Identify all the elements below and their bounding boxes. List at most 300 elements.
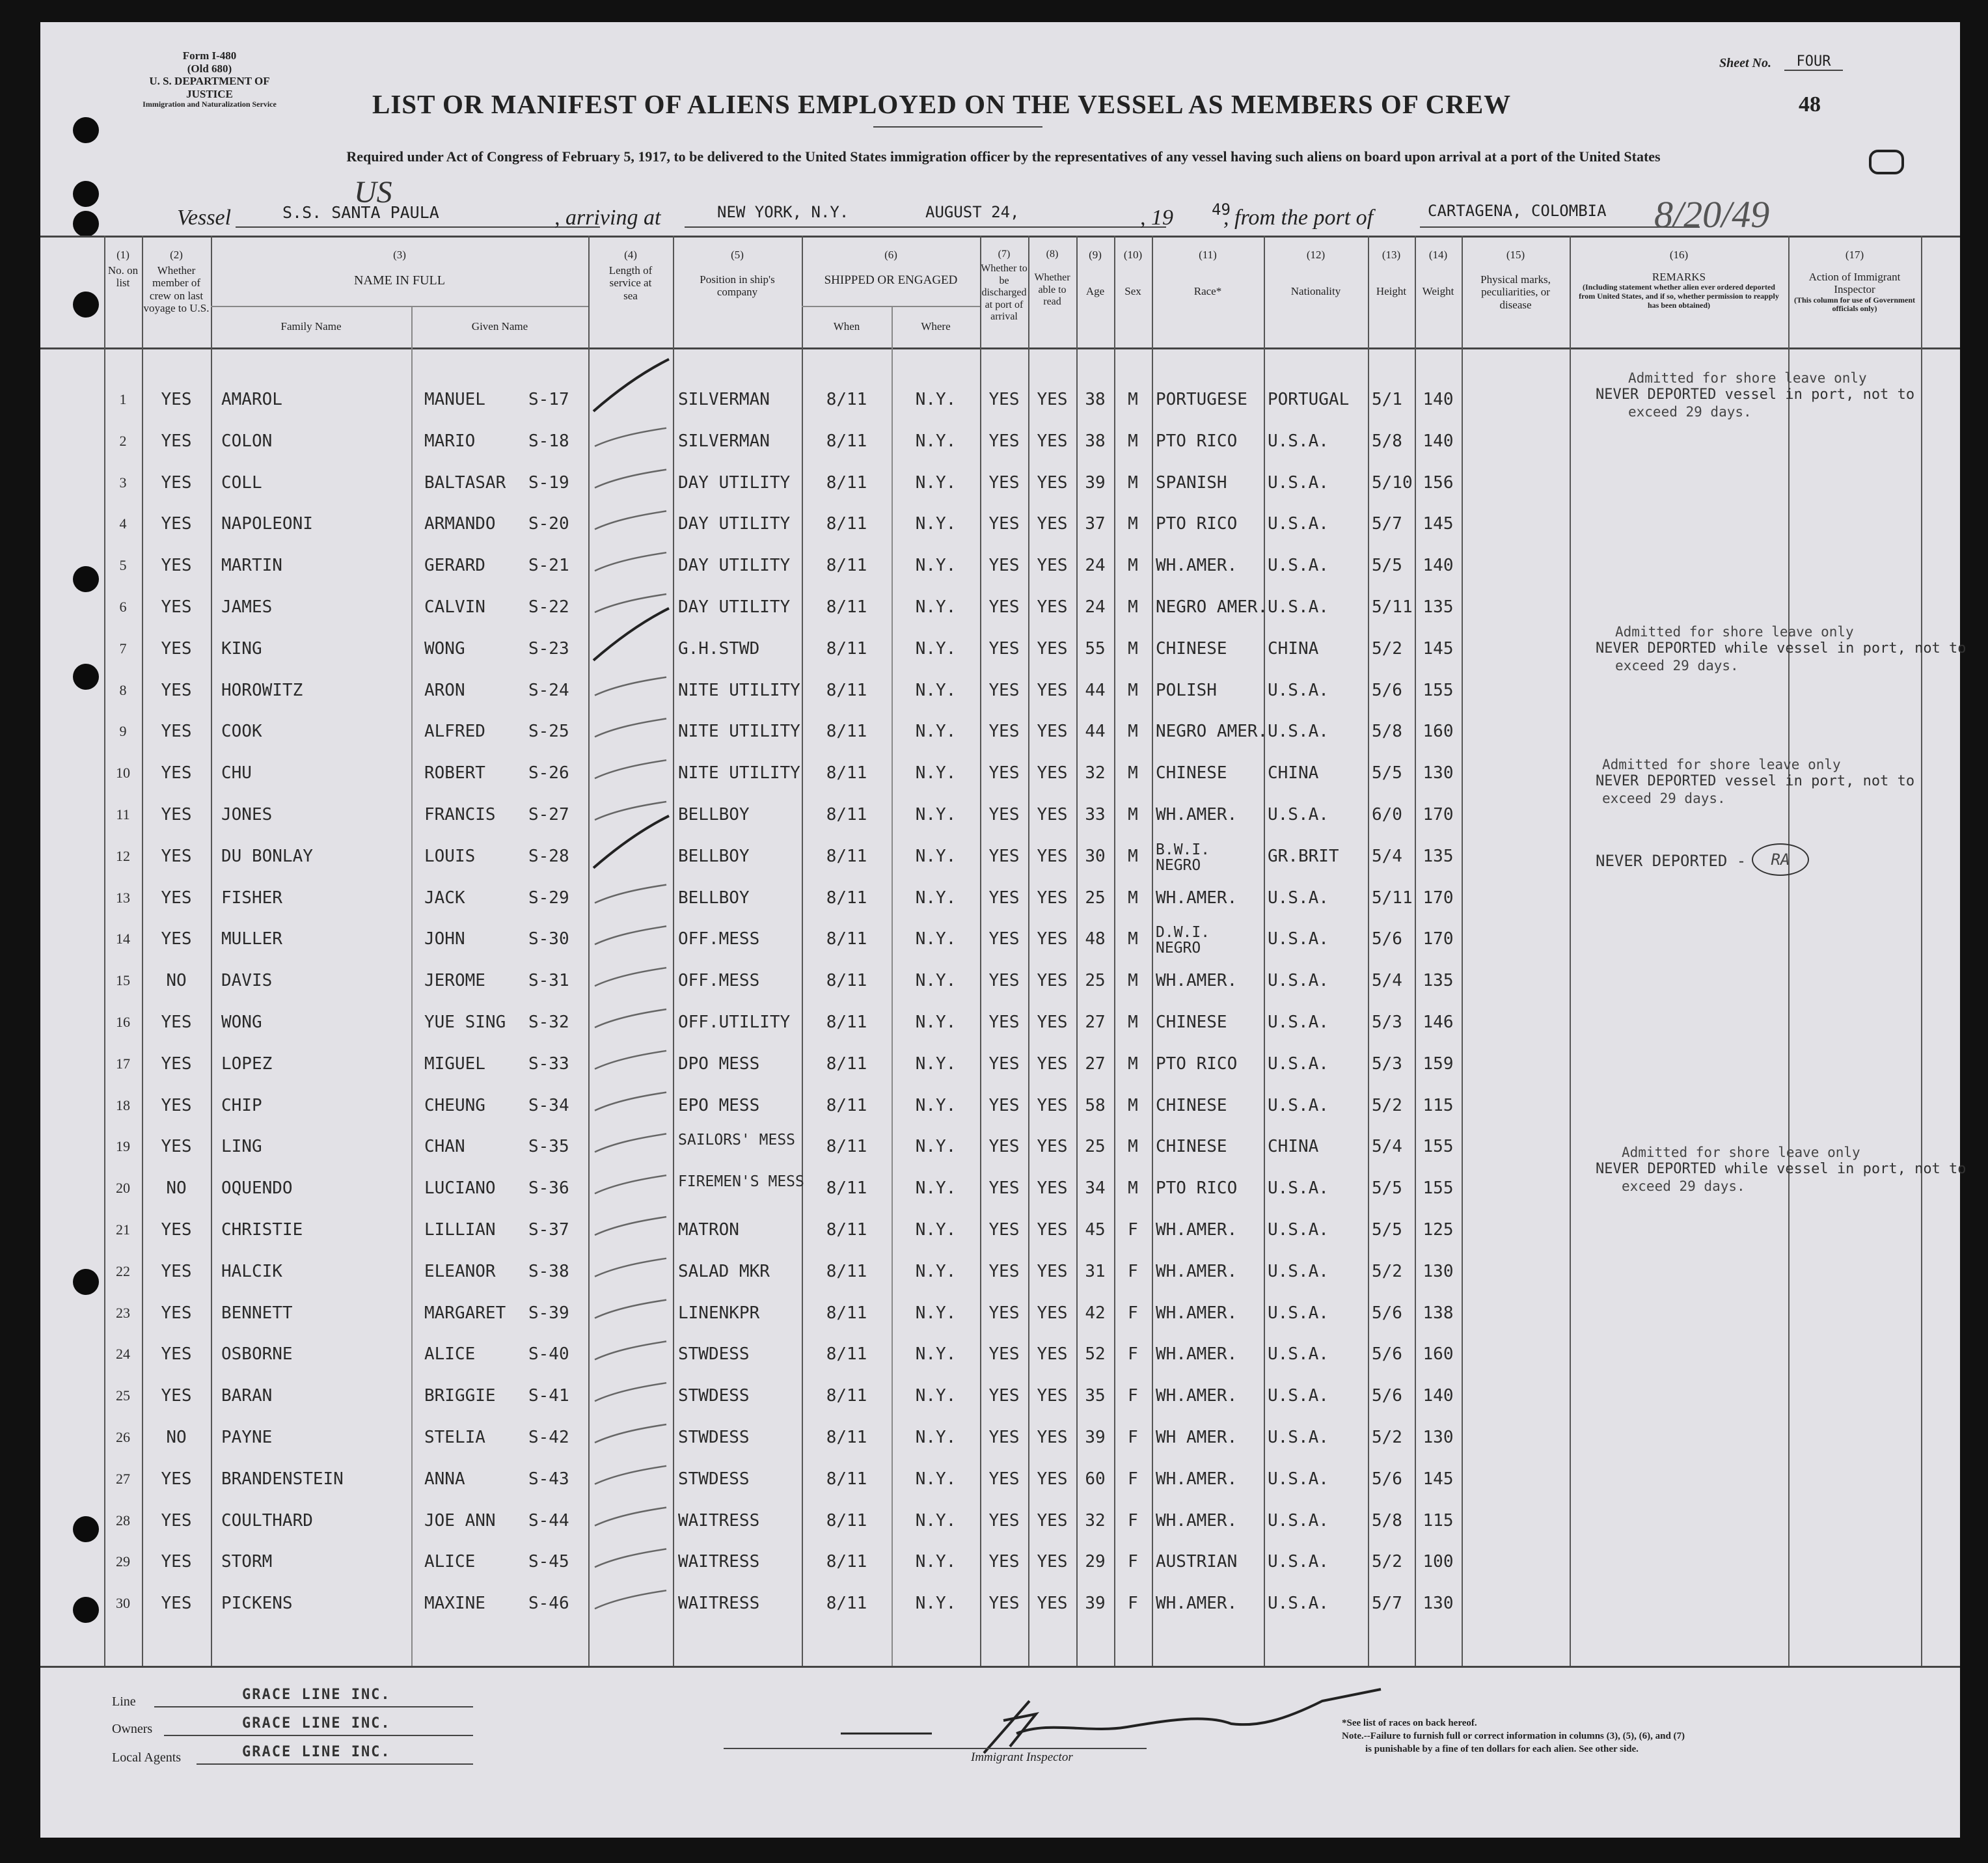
penalty-note-cont: is punishable by a fine of ten dollars for each alien. See other side. (1365, 1744, 1639, 1754)
table-row (40, 1376, 1960, 1415)
cell-family: CHIP (221, 1095, 262, 1115)
cell-height: 5/8 (1372, 722, 1402, 742)
cell-weight: 125 (1423, 1220, 1454, 1240)
cell-where: N.Y. (915, 763, 957, 783)
cell-weight: 155 (1423, 1178, 1454, 1199)
cell-no: 30 (116, 1595, 130, 1612)
cell-where: N.Y. (915, 390, 957, 409)
cell-sex: M (1128, 846, 1138, 866)
cell-when: 8/11 (826, 722, 867, 742)
vessel-label: Vessel (177, 206, 232, 230)
cell-sex: M (1128, 597, 1138, 617)
cell-where: N.Y. (915, 929, 957, 949)
punch-hole (73, 117, 99, 143)
cell-discharged: YES (988, 1510, 1020, 1530)
table-row (40, 1584, 1960, 1623)
cell-code: S-27 (528, 805, 569, 824)
cell-nationality: GR.BRIT (1268, 846, 1339, 866)
cell-nationality: CHINA (1268, 763, 1319, 783)
arriving-label: , arriving at (554, 206, 661, 230)
remark-row-19-line-3: exceed 29 days. (1622, 1178, 1745, 1194)
service-length-mark (595, 885, 666, 903)
cell-given: ARON (424, 680, 465, 700)
cell-nationality: U.S.A. (1268, 472, 1329, 493)
cell-discharged: YES (988, 1428, 1020, 1447)
cell-position: WAITRESS (678, 1594, 760, 1614)
cell-family: HOROWITZ (221, 680, 303, 700)
cell-race: WH.AMER. (1156, 1261, 1238, 1281)
cell-nationality: U.S.A. (1268, 1469, 1329, 1489)
cell-weight: 160 (1423, 1344, 1454, 1365)
cell-prev: YES (161, 1469, 192, 1489)
cell-race: WH AMER. (1156, 1428, 1238, 1447)
cell-read: YES (1037, 597, 1068, 617)
cell-given: JACK (424, 888, 465, 908)
cell-given: LUCIANO (424, 1178, 496, 1199)
cell-prev: YES (161, 638, 192, 659)
cell-race: D.W.I. NEGRO (1156, 924, 1210, 957)
table-row (40, 878, 1960, 918)
remark-row-7-line-2: NEVER DEPORTED while vessel in port, not to (1596, 640, 1967, 657)
service-length-mark (595, 1341, 666, 1359)
cell-prev: YES (161, 1303, 192, 1323)
cell-nationality: U.S.A. (1268, 888, 1329, 908)
cell-nationality: U.S.A. (1268, 597, 1329, 617)
cell-when: 8/11 (826, 431, 867, 451)
remark-row-1-line-2: NEVER DEPORTED vessel in port, not to (1596, 387, 1915, 403)
cell-prev: YES (161, 514, 192, 534)
table-row (40, 671, 1960, 710)
cell-height: 5/10 (1372, 472, 1413, 493)
cell-weight: 130 (1423, 1428, 1454, 1447)
cell-prev: YES (161, 1344, 192, 1365)
cell-race: NEGRO AMER. (1156, 597, 1268, 617)
cell-given: JOE ANN (424, 1510, 496, 1530)
cell-where: N.Y. (915, 888, 957, 908)
cell-discharged: YES (988, 846, 1020, 866)
service-length-mark (595, 1549, 666, 1567)
cell-prev: YES (161, 390, 192, 409)
cell-code: S-37 (528, 1220, 569, 1240)
form-service: Immigration and Naturalization Service (143, 100, 277, 109)
cell-race: PTO RICO (1156, 1178, 1238, 1199)
col-header-age: (9) Age (1085, 249, 1105, 297)
cell-family: OQUENDO (221, 1178, 293, 1199)
table-row (40, 463, 1960, 502)
port-underline (685, 226, 925, 228)
cell-family: STORM (221, 1552, 273, 1572)
cell-no: 20 (116, 1180, 130, 1197)
cell-family: DAVIS (221, 971, 273, 991)
cell-height: 5/4 (1372, 1137, 1402, 1157)
cell-sex: F (1128, 1552, 1138, 1572)
cell-when: 8/11 (826, 1510, 867, 1530)
cell-no: 13 (116, 889, 130, 906)
cell-when: 8/11 (826, 556, 867, 576)
service-length-mark (593, 359, 669, 411)
cell-sex: F (1128, 1510, 1138, 1530)
cell-prev: YES (161, 1095, 192, 1115)
cell-age: 25 (1085, 888, 1106, 908)
vessel-name: S.S. SANTA PAULA (282, 203, 439, 222)
agents-underline (197, 1763, 473, 1765)
cell-code: S-46 (528, 1594, 569, 1614)
vessel-underline (236, 226, 600, 228)
cell-age: 38 (1085, 431, 1106, 451)
cell-age: 52 (1085, 1344, 1106, 1365)
cell-age: 60 (1085, 1469, 1106, 1489)
cell-discharged: YES (988, 1137, 1020, 1157)
cell-nationality: U.S.A. (1268, 971, 1329, 991)
sheet-label: Sheet No. (1719, 56, 1771, 70)
cell-code: S-34 (528, 1095, 569, 1115)
cell-sex: F (1128, 1386, 1138, 1406)
cell-discharged: YES (988, 1386, 1020, 1406)
col-header-weight: (14) Weight (1422, 249, 1454, 297)
col-header-action: (17) Action of Immigrant Inspector (This column for use of Government officials only) (1793, 249, 1916, 314)
cell-discharged: YES (988, 1095, 1020, 1115)
remark-row-10-line-3: exceed 29 days. (1602, 791, 1726, 806)
cell-weight: 155 (1423, 680, 1454, 700)
cell-family: WONG (221, 1013, 262, 1032)
col-header-remarks: (16) REMARKS (Including statement whether alien ever ordered deported from United States, and if so, whether permission to reapply has been obtained) (1579, 249, 1779, 310)
cell-read: YES (1037, 1344, 1068, 1365)
cell-no: 3 (119, 474, 127, 491)
cell-when: 8/11 (826, 1220, 867, 1240)
cell-nationality: CHINA (1268, 638, 1319, 659)
cell-weight: 145 (1423, 1469, 1454, 1489)
table-row (40, 422, 1960, 461)
cell-race: CHINESE (1156, 638, 1227, 659)
cell-no: 11 (116, 806, 130, 823)
cell-discharged: YES (988, 1220, 1020, 1240)
cell-family: HALCIK (221, 1261, 282, 1281)
cell-no: 2 (119, 432, 127, 449)
cell-height: 5/1 (1372, 390, 1402, 409)
cell-family: LOPEZ (221, 1054, 273, 1074)
cell-family: PICKENS (221, 1594, 293, 1614)
cell-race: CHINESE (1156, 763, 1227, 783)
service-length-mark (595, 594, 666, 612)
cell-when: 8/11 (826, 638, 867, 659)
inspector-label: Immigrant Inspector (971, 1750, 1073, 1764)
service-length-mark (595, 1383, 666, 1401)
table-row (40, 1335, 1960, 1374)
cell-race: POLISH (1156, 680, 1217, 700)
cell-race: WH.AMER. (1156, 1303, 1238, 1323)
service-length-mark (595, 511, 666, 529)
cell-prev: YES (161, 805, 192, 824)
cell-sex: F (1128, 1220, 1138, 1240)
cell-position: STWDESS (678, 1469, 750, 1489)
cell-prev: YES (161, 929, 192, 949)
cell-when: 8/11 (826, 1594, 867, 1614)
cell-code: S-45 (528, 1552, 569, 1572)
cell-race: WH.AMER. (1156, 888, 1238, 908)
cell-height: 5/7 (1372, 514, 1402, 534)
cell-family: COLL (221, 472, 262, 493)
cell-read: YES (1037, 1220, 1068, 1240)
cell-code: S-38 (528, 1261, 569, 1281)
cell-no: 10 (116, 765, 130, 782)
cell-discharged: YES (988, 514, 1020, 534)
cell-family: CHRISTIE (221, 1220, 303, 1240)
cell-weight: 135 (1423, 597, 1454, 617)
cell-position: BELLBOY (678, 846, 750, 866)
cell-where: N.Y. (915, 1013, 957, 1032)
cell-sex: M (1128, 1095, 1138, 1115)
cell-height: 5/4 (1372, 971, 1402, 991)
cell-position: BELLBOY (678, 805, 750, 824)
cell-read: YES (1037, 1594, 1068, 1614)
table-row (40, 919, 1960, 959)
cell-height: 5/11 (1372, 888, 1413, 908)
col-header-read: (8) Whether able to read (1034, 249, 1070, 308)
cell-weight: 115 (1423, 1510, 1454, 1530)
manifest-sheet (40, 22, 1967, 1838)
cell-prev: NO (166, 971, 187, 991)
cell-nationality: U.S.A. (1268, 1178, 1329, 1199)
service-length-mark (595, 470, 666, 488)
cell-read: YES (1037, 722, 1068, 742)
cell-nationality: U.S.A. (1268, 514, 1329, 534)
cell-prev: YES (161, 1054, 192, 1074)
cell-code: S-30 (528, 929, 569, 949)
cell-read: YES (1037, 472, 1068, 493)
agents-label: Local Agents (112, 1750, 182, 1765)
cell-no: 15 (116, 972, 130, 989)
cell-when: 8/11 (826, 1386, 867, 1406)
cell-age: 30 (1085, 846, 1106, 866)
cell-nationality: U.S.A. (1268, 1303, 1329, 1323)
cell-nationality: U.S.A. (1268, 1428, 1329, 1447)
service-length-mark (595, 760, 666, 778)
cell-given: CHEUNG (424, 1095, 485, 1115)
cell-prev: YES (161, 846, 192, 866)
cell-no: 25 (116, 1387, 130, 1404)
cell-height: 5/6 (1372, 680, 1402, 700)
cell-when: 8/11 (826, 929, 867, 949)
form-department: U. S. DEPARTMENT OF JUSTICE (149, 75, 270, 100)
cell-weight: 145 (1423, 514, 1454, 534)
cell-no: 19 (116, 1138, 130, 1155)
cell-discharged: YES (988, 722, 1020, 742)
table-row (40, 712, 1960, 751)
cell-code: S-26 (528, 763, 569, 783)
col-header-nationality: (12) Nationality (1290, 249, 1341, 297)
cell-nationality: U.S.A. (1268, 1386, 1329, 1406)
cell-given: ANNA (424, 1469, 465, 1489)
cell-given: CHAN (424, 1137, 465, 1157)
cell-position: WAITRESS (678, 1552, 760, 1572)
cell-given: ROBERT (424, 763, 485, 783)
cell-given: CALVIN (424, 597, 485, 617)
cell-weight: 140 (1423, 431, 1454, 451)
line-underline (154, 1706, 473, 1707)
form-old-number: (Old 680) (187, 62, 232, 75)
cell-age: 38 (1085, 390, 1106, 409)
col-header-family-name: Family Name (280, 320, 342, 333)
origin-port: CARTAGENA, COLOMBIA (1428, 202, 1607, 220)
remark-row-19-line-1: Admitted for shore leave only (1622, 1145, 1860, 1160)
cell-read: YES (1037, 1261, 1068, 1281)
service-length-mark (595, 1093, 666, 1111)
cell-where: N.Y. (915, 1510, 957, 1530)
service-length-mark (595, 1508, 666, 1526)
cell-code: S-39 (528, 1303, 569, 1323)
cell-where: N.Y. (915, 1386, 957, 1406)
handwritten-date: 8/20/49 (1654, 193, 1770, 236)
col-header-position: (5) Position in ship's company (700, 249, 775, 299)
cell-height: 5/8 (1372, 1510, 1402, 1530)
cell-sex: M (1128, 390, 1138, 409)
cell-prev: YES (161, 1220, 192, 1240)
service-length-mark (595, 552, 666, 571)
cell-sex: M (1128, 431, 1138, 451)
owners-label: Owners (112, 1722, 153, 1736)
cell-weight: 170 (1423, 888, 1454, 908)
service-length-mark (595, 926, 666, 944)
cell-height: 5/2 (1372, 1552, 1402, 1572)
cell-discharged: YES (988, 763, 1020, 783)
cell-read: YES (1037, 1552, 1068, 1572)
col-header-when: When (833, 320, 860, 333)
cell-nationality: U.S.A. (1268, 1510, 1329, 1530)
cell-code: S-29 (528, 888, 569, 908)
cell-sex: M (1128, 514, 1138, 534)
cell-nationality: U.S.A. (1268, 1054, 1329, 1074)
cell-where: N.Y. (915, 1552, 957, 1572)
service-length-mark (595, 1590, 666, 1609)
cell-family: BRANDENSTEIN (221, 1469, 344, 1489)
cell-discharged: YES (988, 1261, 1020, 1281)
cell-prev: YES (161, 1261, 192, 1281)
cell-position: STWDESS (678, 1428, 750, 1447)
cell-read: YES (1037, 1013, 1068, 1032)
cell-no: 18 (116, 1096, 130, 1113)
cell-prev: NO (166, 1178, 187, 1199)
cell-prev: YES (161, 722, 192, 742)
cell-race: CHINESE (1156, 1137, 1227, 1157)
service-length-mark (595, 1258, 666, 1277)
remark-row-10-line-1: Admitted for shore leave only (1602, 757, 1841, 772)
cell-when: 8/11 (826, 1054, 867, 1074)
cell-race: PORTUGESE (1156, 390, 1247, 409)
cell-nationality: U.S.A. (1268, 1552, 1329, 1572)
line-label: Line (112, 1694, 136, 1709)
cell-prev: YES (161, 763, 192, 783)
col-header-where: Where (921, 320, 951, 333)
service-length-mark (593, 816, 669, 868)
cell-position: WAITRESS (678, 1510, 760, 1530)
cell-sex: M (1128, 929, 1138, 949)
cell-where: N.Y. (915, 680, 957, 700)
cell-position: LINENKPR (678, 1303, 760, 1323)
cell-position: OFF.MESS (678, 929, 760, 949)
cell-sex: M (1128, 971, 1138, 991)
table-row (40, 1460, 1960, 1499)
cell-age: 44 (1085, 680, 1106, 700)
cell-family: NAPOLEONI (221, 514, 313, 534)
cell-when: 8/11 (826, 1137, 867, 1157)
cell-discharged: YES (988, 390, 1020, 409)
cell-family: MARTIN (221, 556, 282, 576)
page-number: 48 (1799, 92, 1821, 116)
punch-hole (73, 181, 99, 207)
cell-weight: 135 (1423, 846, 1454, 866)
cell-discharged: YES (988, 1178, 1020, 1199)
cell-race: AUSTRIAN (1156, 1552, 1238, 1572)
form-title: LIST OR MANIFEST OF ALIENS EMPLOYED ON THE VESSEL AS MEMBERS OF CREW (372, 89, 1512, 119)
cell-prev: YES (161, 1510, 192, 1530)
cell-read: YES (1037, 805, 1068, 824)
cell-age: 39 (1085, 1428, 1106, 1447)
cell-height: 5/2 (1372, 1428, 1402, 1447)
cell-given: ALICE (424, 1344, 476, 1365)
cell-when: 8/11 (826, 805, 867, 824)
cell-prev: YES (161, 431, 192, 451)
cell-weight: 115 (1423, 1095, 1454, 1115)
service-length-mark (595, 1424, 666, 1443)
cell-code: S-24 (528, 680, 569, 700)
cell-discharged: YES (988, 680, 1020, 700)
cell-no: 14 (116, 931, 130, 947)
cell-sex: F (1128, 1594, 1138, 1614)
cell-weight: 140 (1423, 556, 1454, 576)
table-row (40, 504, 1960, 543)
cell-age: 25 (1085, 971, 1106, 991)
col-header-physical: (15) Physical marks, peculiarities, or disease (1480, 249, 1551, 311)
cell-when: 8/11 (826, 1261, 867, 1281)
cell-when: 8/11 (826, 1469, 867, 1489)
service-length-mark (595, 677, 666, 696)
cell-where: N.Y. (915, 1303, 957, 1323)
cell-weight: 130 (1423, 1261, 1454, 1281)
cell-given: LOUIS (424, 846, 476, 866)
table-row (40, 1294, 1960, 1333)
col-header-shipped: (6) SHIPPED OR ENGAGED (824, 249, 958, 287)
cell-discharged: YES (988, 1469, 1020, 1489)
cell-code: S-28 (528, 846, 569, 866)
cell-discharged: YES (988, 1594, 1020, 1614)
cell-height: 5/8 (1372, 431, 1402, 451)
cell-position: SILVERMAN (678, 431, 770, 451)
cell-family: COULTHARD (221, 1510, 313, 1530)
cell-nationality: U.S.A. (1268, 1095, 1329, 1115)
cell-when: 8/11 (826, 846, 867, 866)
cell-nationality: U.S.A. (1268, 929, 1329, 949)
cell-race: PTO RICO (1156, 514, 1238, 534)
service-length-mark (595, 1217, 666, 1235)
cell-given: MANUEL (424, 390, 485, 409)
cell-no: 22 (116, 1262, 130, 1279)
cell-age: 31 (1085, 1261, 1106, 1281)
cell-discharged: YES (988, 638, 1020, 659)
col-header-height: (13) Height (1376, 249, 1407, 297)
cell-where: N.Y. (915, 722, 957, 742)
cell-height: 5/5 (1372, 1178, 1402, 1199)
sheet-value: FOUR (1784, 53, 1843, 71)
service-length-mark (595, 1134, 666, 1152)
cell-nationality: CHINA (1268, 1137, 1319, 1157)
cell-when: 8/11 (826, 1013, 867, 1032)
from-port-label: , from the port of (1223, 206, 1374, 230)
cell-sex: M (1128, 472, 1138, 493)
table-row (40, 588, 1960, 627)
cell-sex: F (1128, 1344, 1138, 1365)
cell-race: WH.AMER. (1156, 1220, 1238, 1240)
arrival-port: NEW YORK, N.Y. (717, 203, 849, 221)
